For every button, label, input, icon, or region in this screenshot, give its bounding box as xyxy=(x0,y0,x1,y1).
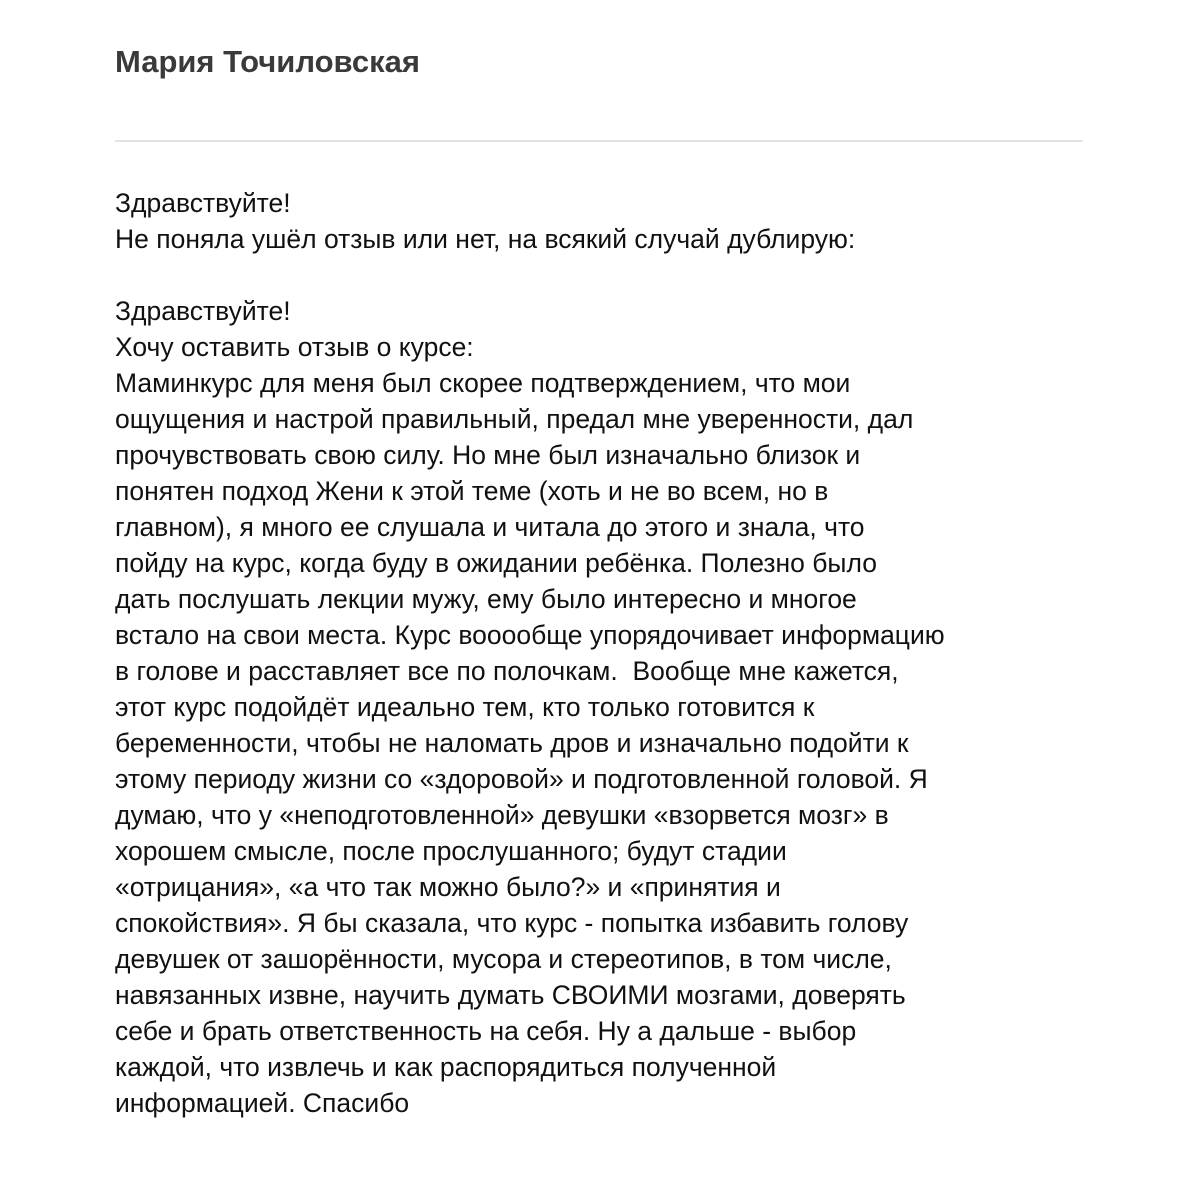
body-line: себе и брать ответственность на себя. Ну а дальше - выбор xyxy=(115,1016,857,1046)
body-line: каждой, что извлечь и как распорядиться полученной xyxy=(115,1052,777,1082)
body-line: спокойствия». Я бы сказала, что курс - попытка избавить голову xyxy=(115,908,909,938)
body-line: «отрицания», «а что так можно было?» и «принятия и xyxy=(115,872,781,902)
header-divider xyxy=(115,140,1083,142)
body-line: Не поняла ушёл отзыв или нет, на всякий случай дублирую: xyxy=(115,224,856,254)
body-line: ощущения и настрой правильный, предал мне уверенности, дал xyxy=(115,404,914,434)
body-line: информацией. Спасибо xyxy=(115,1088,410,1118)
sender-name: Мария Точиловская xyxy=(115,44,420,79)
body-line: Хочу оставить отзыв о курсе: xyxy=(115,332,474,362)
message-body xyxy=(115,185,1115,1121)
body-line: девушек от зашорённости, мусора и стереотипов, в том числе, xyxy=(115,944,892,974)
body-blank-line xyxy=(115,257,1115,293)
body-line: беременности, чтобы не наломать дров и изначально подойти к xyxy=(115,728,909,758)
body-line: этот курс подойдёт идеально тем, кто только готовится к xyxy=(115,692,815,722)
body-line: думаю, что у «неподготовленной» девушки «взорвется мозг» в xyxy=(115,800,889,830)
body-line: понятен подход Жени к этой теме (хоть и не во всем, но в xyxy=(115,476,829,506)
body-line: в голове и расставляет все по полочкам. Вообще мне кажется, xyxy=(115,656,899,686)
body-line: хорошем смысле, после прослушанного; будут стадии xyxy=(115,836,787,866)
body-line: Здравствуйте! xyxy=(115,188,291,218)
body-line: навязанных извне, научить думать СВОИМИ мозгами, доверять xyxy=(115,980,906,1010)
body-line: Маминкурс для меня был скорее подтверждением, что мои xyxy=(115,368,851,398)
body-line: встало на свои места. Курс вооообще упорядочивает информацию xyxy=(115,620,945,650)
body-line: главном), я много ее слушала и читала до этого и знала, что xyxy=(115,512,865,542)
body-line: Здравствуйте! xyxy=(115,296,291,326)
body-line: этому периоду жизни со «здоровой» и подготовленной головой. Я xyxy=(115,764,928,794)
body-line: пойду на курс, когда буду в ожидании ребёнка. Полезно было xyxy=(115,548,877,578)
body-line: дать послушать лекции мужу, ему было интересно и многое xyxy=(115,584,857,614)
body-line: прочувствовать свою силу. Но мне был изначально близок и xyxy=(115,440,861,470)
